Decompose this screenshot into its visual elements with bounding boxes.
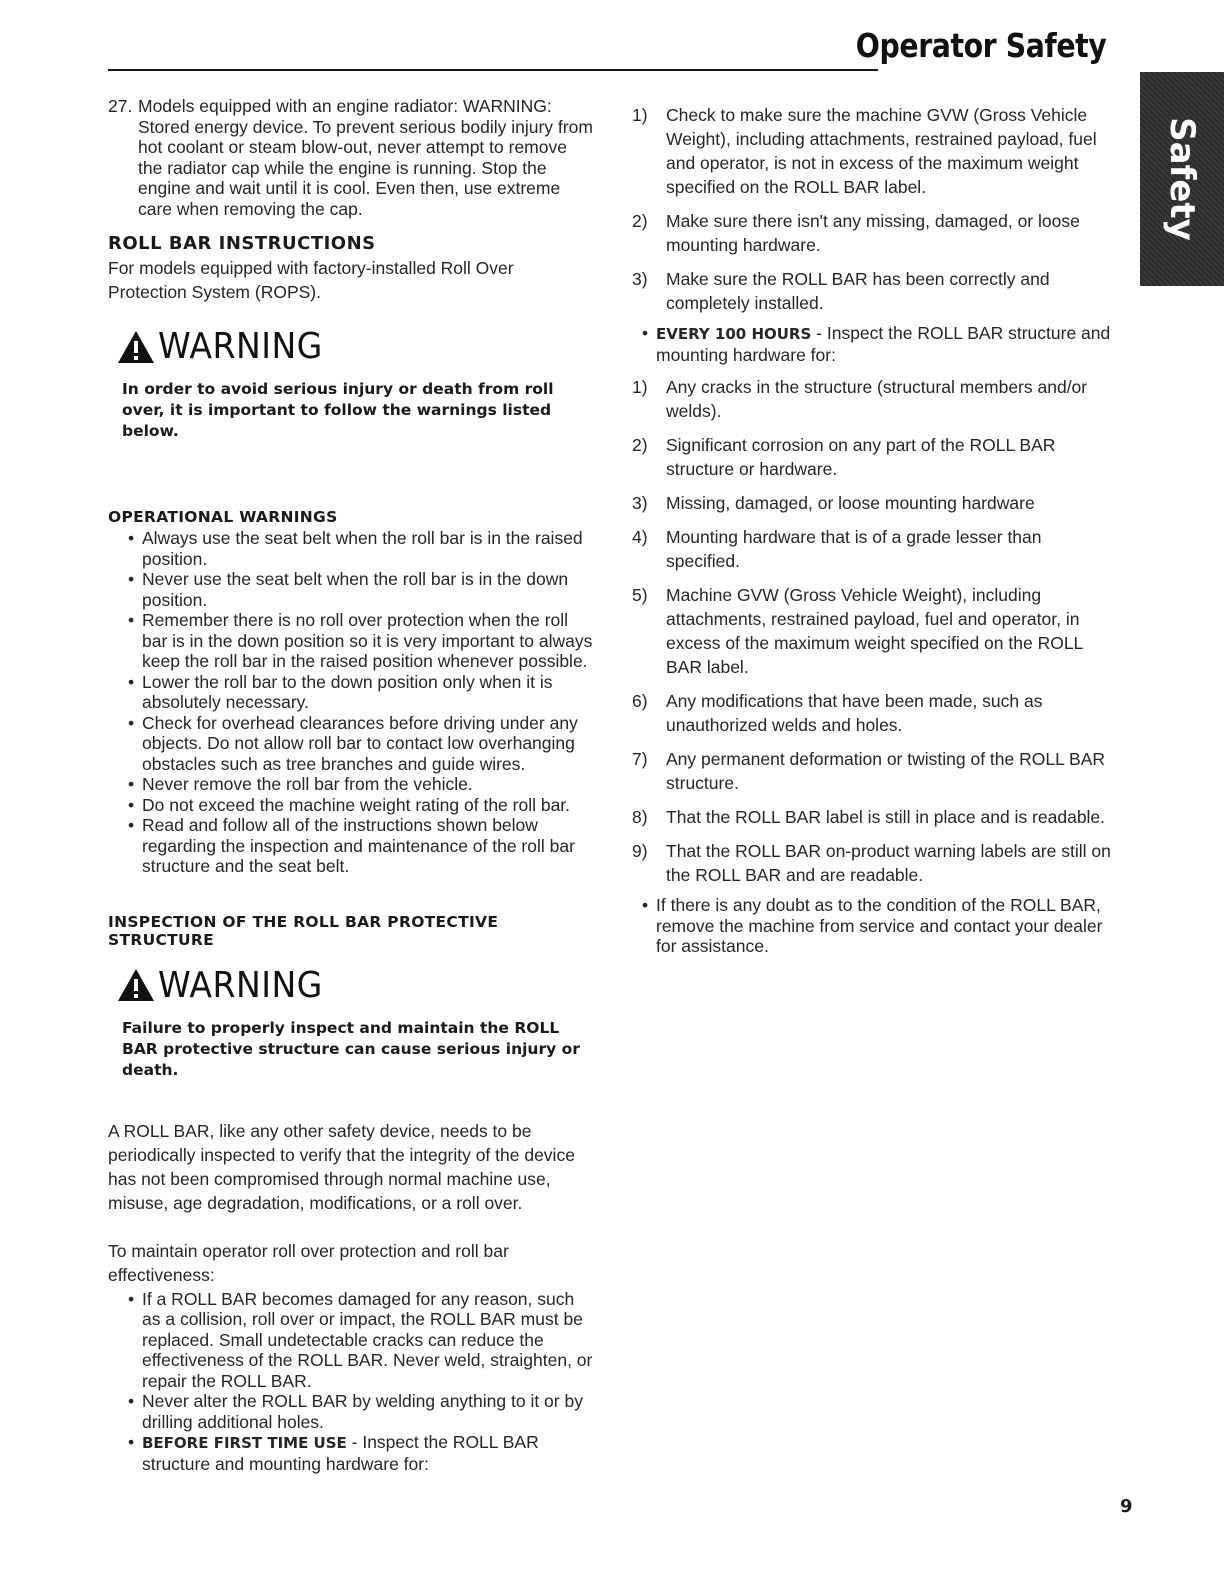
item-text: Any permanent deformation or twisting of the ROLL BAR structure. [666,749,1106,793]
item-text: Missing, damaged, or loose mounting hardware [666,493,1035,513]
item-number: 6) [632,691,648,711]
warning-banner-2 [116,965,594,1006]
warning-word-1: WARNING [158,326,323,367]
header-rule [108,69,878,71]
item-27-text: Models equipped with an engine radiator: WARNING: Stored energy device. To prevent serious bodily injury from hot coolant or steam blow-out, never attempt to remove the radiator cap while the engine is running. Stop the engine and wait until it is cool. Even then, use extreme care when removing the cap. [138,96,593,219]
item-number: 2) [632,435,648,455]
doubt-item: • If there is any doubt as to the condition of the ROLL BAR, remove the machine from service and contact your dealer for assistance. [622,895,1112,957]
every-100-hours-item [622,323,1112,365]
item-number: 4) [632,527,648,547]
item-number: 1) [632,377,648,397]
warning-text-2: Failure to properly inspect and maintain the ROLL BAR protective structure can cause serious injury or death. [122,1018,580,1079]
item-text: Make sure there isn't any missing, damaged, or loose mounting hardware. [666,211,1080,255]
list-item [622,805,1112,829]
inspection-heading: INSPECTION OF THE ROLL BAR PROTECTIVE STRUCTURE [108,912,499,949]
list-item: • Never use the seat belt when the roll bar is in the down position. [108,569,594,610]
inspection-paragraph: A ROLL BAR, like any other safety device, needs to be periodically inspected to verify that the integrity of the device has not been compromised through normal machine use, misuse, age degradation, modifications, or a roll over. [108,1120,575,1213]
maintain-list [108,1289,594,1475]
list-item [622,583,1112,679]
list-item [622,103,1112,199]
list-item: • Never remove the roll bar from the vehicle. [108,774,594,795]
item-number: 2) [632,211,648,231]
item-text: That the ROLL BAR on-product warning labels are still on the ROLL BAR and are readable. [666,841,1111,885]
before-first-use-checks [622,103,1112,315]
operational-warnings-list [108,528,594,877]
warning-word-2: WARNING [158,964,323,1006]
list-item-before-first-use [108,1432,594,1474]
item-text: Any modifications that have been made, such as unauthorized welds and holes. [666,691,1043,735]
right-column [622,103,1112,957]
list-item [622,209,1112,257]
maintain-paragraph: To maintain operator roll over protection and roll bar effectiveness: [108,1240,509,1285]
left-column [108,96,594,1474]
item-number: 9) [632,841,648,861]
before-first-use-text: - Inspect the ROLL BAR structure and mounting hardware for: [142,1432,539,1474]
side-tab-safety [1140,72,1224,286]
list-item [622,267,1112,315]
warning-triangle-icon [116,967,156,1003]
item-number: 1) [632,105,648,125]
list-item [622,491,1112,515]
list-item: • Check for overhead clearances before driving under any objects. Do not allow roll bar to contact low overhanging obstacles such as tree branches and guide wires. [108,713,594,775]
list-item [622,689,1112,737]
before-first-use-label: BEFORE FIRST TIME USE [142,1434,347,1452]
item-text: Check to make sure the machine GVW (Gross Vehicle Weight), including attachments, restrained payload, fuel and operator, is not in excess of the maximum weight specified on the ROLL BAR label. [666,105,1097,197]
warning-triangle-icon [116,329,156,365]
item-number: 3) [632,493,648,513]
operational-warnings-heading: OPERATIONAL WARNINGS [108,508,338,526]
item-text: Mounting hardware that is of a grade lesser than specified. [666,527,1042,571]
item-text: Machine GVW (Gross Vehicle Weight), including attachments, restrained payload, fuel and operator, in excess of the maximum weight specified on the ROLL BAR label. [666,585,1083,677]
item-27-number: 27. [108,96,133,116]
page-title: Operator Safety [855,26,1106,65]
item-number: 5) [632,585,648,605]
item-text: Significant corrosion on any part of the ROLL BAR structure or hardware. [666,435,1056,479]
side-tab-label: Safety [1162,117,1202,241]
item-number: 7) [632,749,648,769]
every-100-hours-checks [622,375,1112,887]
list-item: • If a ROLL BAR becomes damaged for any reason, such as a collision, roll over or impact, the ROLL BAR must be replaced. Small undetectable cracks can reduce the effectiveness of the ROLL BAR. Never weld, straighten, or repair the ROLL BAR. [108,1289,594,1392]
list-item: • Read and follow all of the instructions shown below regarding the inspection and maintenance of the roll bar structure and the seat belt. [108,815,594,877]
item-text: That the ROLL BAR label is still in place and is readable. [666,807,1106,827]
item-text: Make sure the ROLL BAR has been correctly and completely installed. [666,269,1050,313]
list-item: • Do not exceed the machine weight rating of the roll bar. [108,795,594,816]
page-number: 9 [1120,1496,1133,1517]
list-item: • Always use the seat belt when the roll bar is in the raised position. [108,528,594,569]
item-text: Any cracks in the structure (structural members and/or welds). [666,377,1088,421]
warning-banner-1 [116,326,594,367]
list-item [622,839,1112,887]
item-number: 8) [632,807,648,827]
warning-text-1: In order to avoid serious injury or death from roll over, it is important to follow the warnings listed below. [122,380,554,440]
item-27 [108,96,594,219]
list-item: • Lower the roll bar to the down position only when it is absolutely necessary. [108,672,594,713]
list-item [622,747,1112,795]
roll-bar-heading: ROLL BAR INSTRUCTIONS [108,233,376,254]
list-item [622,433,1112,481]
roll-bar-intro: For models equipped with factory-installed Roll Over Protection System (ROPS). [108,258,514,302]
item-number: 3) [632,269,648,289]
list-item [622,375,1112,423]
list-item: • Remember there is no roll over protection when the roll bar is in the down position so it is very important to always keep the roll bar in the raised position whenever possible. [108,610,594,672]
every-100-hours-text: - Inspect the ROLL BAR structure and mounting hardware for: [656,323,1111,365]
list-item [622,525,1112,573]
every-100-hours-label: EVERY 100 HOURS [656,325,812,343]
list-item: • Never alter the ROLL BAR by welding anything to it or by drilling additional holes. [108,1391,594,1432]
